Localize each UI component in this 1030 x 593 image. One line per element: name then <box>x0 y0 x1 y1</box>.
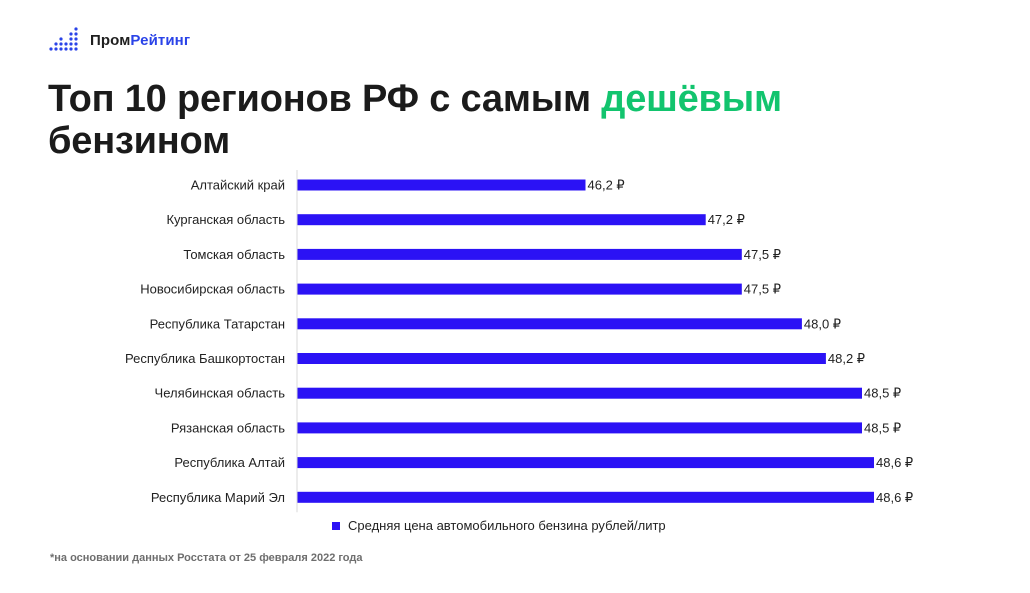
bar <box>297 249 742 260</box>
bar <box>297 457 874 468</box>
data-label: 48,6 ₽ <box>876 455 914 471</box>
data-label: 47,5 ₽ <box>743 281 781 297</box>
bar <box>297 318 802 329</box>
footnote: *на основании данных Росстата от 25 февраля 2022 года <box>50 552 363 564</box>
data-label: 48,5 ₽ <box>864 420 902 436</box>
data-label: 46,2 ₽ <box>587 177 625 193</box>
bar <box>297 214 706 225</box>
title-highlight: дешёвым <box>601 78 782 120</box>
legend-swatch <box>332 522 340 530</box>
category-label: Челябинская область <box>154 385 285 401</box>
data-label: 48,0 ₽ <box>803 316 842 332</box>
category-label: Алтайский край <box>190 177 285 193</box>
category-label: Томская область <box>183 246 285 262</box>
title-text-line2: бензином <box>48 120 230 162</box>
bar <box>297 422 862 433</box>
data-label: 47,5 ₽ <box>743 246 781 262</box>
category-label: Республика Алтай <box>174 455 285 471</box>
page-title <box>48 78 988 162</box>
category-label: Рязанская область <box>170 420 285 436</box>
bar <box>297 180 586 191</box>
bar <box>297 284 742 295</box>
rating-dots-icon <box>48 27 78 53</box>
chart-legend <box>332 518 666 533</box>
bar <box>297 492 874 503</box>
category-label: Курганская область <box>166 212 285 228</box>
data-label: 48,5 ₽ <box>864 385 902 401</box>
data-label: 48,6 ₽ <box>876 489 914 505</box>
bar <box>297 353 826 364</box>
bar <box>297 388 862 399</box>
legend-label: Средняя цена автомобильного бензина рублей/литр <box>348 518 666 533</box>
data-label: 48,2 ₽ <box>827 351 866 366</box>
bar-chart <box>0 168 1030 513</box>
category-label: Республика Башкортостан <box>125 351 285 366</box>
category-label: Республика Марий Эл <box>150 489 285 505</box>
category-label: Республика Татарстан <box>149 316 285 332</box>
brand-name: ПромРейтинг <box>90 31 191 49</box>
brand-logo <box>48 26 190 54</box>
data-label: 47,2 ₽ <box>707 212 745 228</box>
title-text: Топ 10 регионов РФ с самым <box>48 78 602 120</box>
category-label: Новосибирская область <box>140 281 285 297</box>
